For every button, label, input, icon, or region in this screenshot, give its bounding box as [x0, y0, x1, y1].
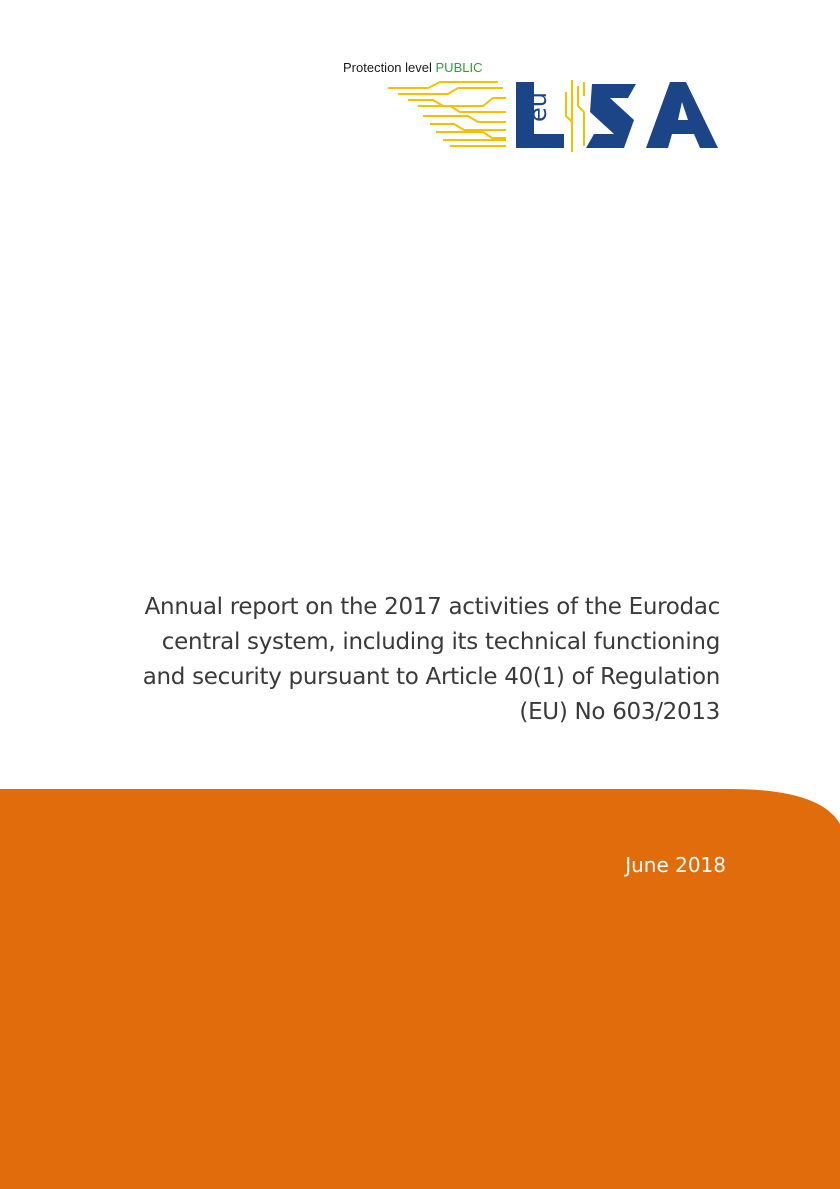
- title-line: (EU) No 603/2013: [519, 699, 720, 725]
- protection-level-label: [343, 60, 482, 75]
- publication-date: June 2018: [625, 853, 726, 877]
- logo-letter-i-graphic: [566, 80, 584, 152]
- protection-prefix: Protection level: [343, 60, 432, 75]
- logo-eu-text: eu: [524, 92, 552, 122]
- title-line: central system, including its technical functioning: [161, 629, 720, 655]
- logo-letter-a: [646, 82, 718, 148]
- eu-lisa-logo: [388, 76, 723, 156]
- title-line: Annual report on the 2017 activities of the Eurodac: [144, 594, 720, 620]
- report-title: [120, 590, 720, 730]
- protection-level-value: PUBLIC: [435, 60, 483, 75]
- logo-letter-s: [586, 84, 636, 148]
- title-line: and security pursuant to Article 40(1) of Regulation: [142, 664, 720, 690]
- orange-footer-band: [0, 789, 840, 1189]
- circuit-lines-graphic: [388, 82, 506, 146]
